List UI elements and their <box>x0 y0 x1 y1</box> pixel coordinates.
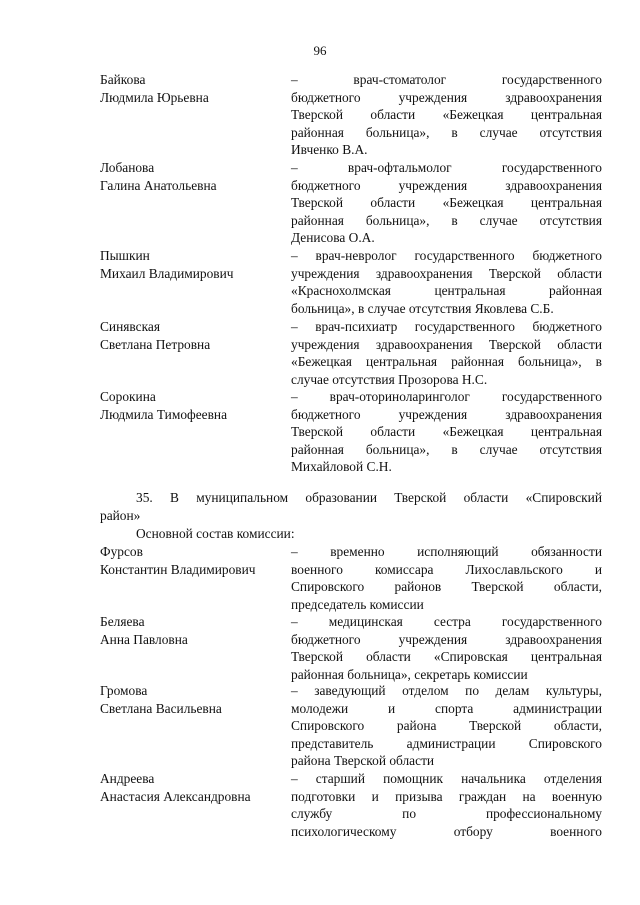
desc-line: больница», в случае отсутствия Яковлева С.Б. <box>291 300 554 316</box>
member-name <box>100 682 285 717</box>
desc-line: бюджетного учреждения здравоохранения <box>291 406 602 422</box>
member-description <box>291 388 602 476</box>
given-names: Галина Анатольевна <box>100 177 217 193</box>
desc-line: службу по профессиональному <box>291 806 602 822</box>
desc-line: Денисова О.А. <box>291 230 375 246</box>
desc-line: подготовки и призыва граждан на военную <box>291 788 602 804</box>
member-name <box>100 543 285 578</box>
desc-line: Тверской области «Бежецкая центральная <box>291 424 602 440</box>
desc-line: случае отсутствия Прозорова Н.С. <box>291 371 488 387</box>
desc-line: – врач-офтальмолог государственного <box>291 160 602 175</box>
given-names: Анна Павловна <box>100 631 188 647</box>
surname: Байкова <box>100 72 146 87</box>
surname: Пышкин <box>100 248 150 263</box>
member-description <box>291 682 602 770</box>
desc-line: – старший помощник начальника отделения <box>291 771 602 786</box>
desc-line: бюджетного учреждения здравоохранения <box>291 89 602 105</box>
desc-line: – временно исполняющий обязанности <box>291 544 602 559</box>
member-description <box>291 247 602 317</box>
desc-line: районная больница», в случае отсутствия <box>291 441 602 457</box>
desc-line: – врач-невролог государственного бюджетного <box>291 248 602 263</box>
desc-line: военного комиссара Лихославльского и <box>291 561 602 577</box>
desc-line: районная больница», в случае отсутствия <box>291 124 602 140</box>
desc-line: – врач-психиатр государственного бюджетного <box>291 319 602 334</box>
desc-line: Тверской области «Бежецкая центральная <box>291 107 602 123</box>
desc-line: психологическому отбору военного <box>291 823 602 839</box>
member-name <box>100 318 285 353</box>
desc-line: – заведующий отделом по делам культуры, <box>291 683 602 698</box>
given-names: Анастасия Александровна <box>100 788 251 804</box>
commission-subheading: Основной состав комиссии: <box>136 526 295 541</box>
member-name <box>100 71 285 106</box>
section-heading <box>100 489 602 524</box>
desc-line: «Бежецкая центральная районная больница», в <box>291 354 602 370</box>
surname: Сорокина <box>100 389 156 404</box>
desc-line: – медицинская сестра государственного <box>291 614 602 629</box>
desc-line: председатель комиссии <box>291 596 424 612</box>
desc-line: Спировского района Тверской области, <box>291 718 602 734</box>
member-name <box>100 613 285 648</box>
surname: Лобанова <box>100 160 155 175</box>
desc-line: Михайловой С.Н. <box>291 459 392 475</box>
given-names: Светлана Васильевна <box>100 700 222 716</box>
page-number: 96 <box>313 43 327 58</box>
desc-line: бюджетного учреждения здравоохранения <box>291 631 602 647</box>
desc-line: Ивченко В.А. <box>291 142 368 158</box>
surname: Андреева <box>100 771 155 786</box>
given-names: Людмила Тимофеевна <box>100 406 228 422</box>
section-heading-line: район» <box>100 507 141 523</box>
member-name <box>100 159 285 194</box>
desc-line: представитель администрации Спировского <box>291 735 602 751</box>
member-description <box>291 543 602 613</box>
given-names: Светлана Петровна <box>100 336 211 352</box>
member-name <box>100 388 285 423</box>
desc-line: района Тверской области <box>291 753 435 769</box>
desc-line: – врач-оториноларинголог государственного <box>291 389 602 404</box>
surname: Фурсов <box>100 544 143 559</box>
member-description <box>291 613 602 683</box>
given-names: Михаил Владимирович <box>100 265 234 281</box>
desc-line: учреждения здравоохранения Тверской области <box>291 265 602 281</box>
surname: Громова <box>100 683 148 698</box>
desc-line: Тверской области «Бежецкая центральная <box>291 195 602 211</box>
section-heading-line: 35. В муниципальном образовании Тверской области «Спировский <box>136 490 602 505</box>
desc-line: районная больница», секретарь комиссии <box>291 666 528 682</box>
desc-line: бюджетного учреждения здравоохранения <box>291 177 602 193</box>
desc-line: Спировского районов Тверской области, <box>291 579 602 595</box>
desc-line: «Краснохолмская центральная районная <box>291 283 602 299</box>
member-description <box>291 318 602 388</box>
surname: Синявская <box>100 319 161 334</box>
member-name <box>100 770 285 805</box>
member-name <box>100 247 285 282</box>
member-description <box>291 770 602 840</box>
member-description <box>291 71 602 159</box>
given-names: Константин Владимирович <box>100 561 256 577</box>
desc-line: – врач-стоматолог государственного <box>291 72 602 87</box>
desc-line: молодежи и спорта администрации <box>291 700 602 716</box>
surname: Беляева <box>100 614 145 629</box>
desc-line: Тверской области «Спировская центральная <box>291 649 602 665</box>
desc-line: учреждения здравоохранения Тверской области <box>291 336 602 352</box>
member-description <box>291 159 602 247</box>
desc-line: районная больница», в случае отсутствия <box>291 212 602 228</box>
given-names: Людмила Юрьевна <box>100 89 209 105</box>
